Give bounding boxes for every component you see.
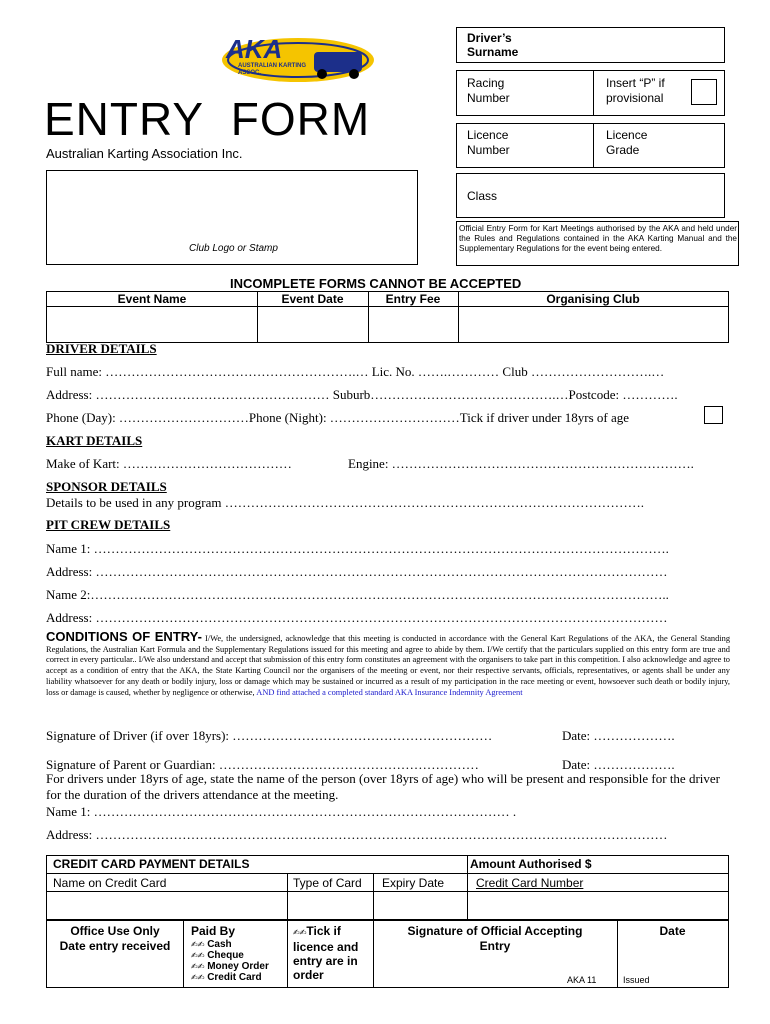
pen-icon: ✍✍ (191, 951, 205, 960)
tick-if-label: Tick if licence and entry are in order (293, 924, 359, 982)
racing-number-box[interactable] (456, 70, 725, 116)
official-signature-label: Signature of Official Accepting Entry (407, 924, 583, 953)
credit-card-table (46, 855, 729, 920)
event-date-header: Event Date (281, 292, 344, 306)
expiry-date-label: Expiry Date (382, 876, 445, 890)
class-label: Class (467, 189, 498, 203)
kart-make-line[interactable]: Make of Kart: ………………………………… (46, 456, 292, 471)
pit-crew-address1-line[interactable]: Address: …………………………………………………………………………………………………………………… (46, 564, 668, 579)
type-of-card-field[interactable] (288, 892, 372, 919)
entry-fee-cell[interactable] (369, 307, 457, 341)
pen-icon: ✍✍ (191, 962, 205, 971)
pay-method-money-order-label: Money Order (207, 961, 269, 972)
conditions-block (46, 629, 731, 698)
licence-number-label: Licence Number (467, 128, 510, 157)
office-use-label: Office Use Only Date entry received (59, 924, 171, 953)
office-use-table (46, 920, 729, 988)
pit-crew-heading: PIT CREW DETAILS (46, 517, 171, 532)
form-code: AKA 11 (567, 975, 597, 985)
event-date-cell[interactable] (258, 307, 367, 341)
event-name-header: Event Name (117, 292, 187, 306)
racing-number-label: Racing Number (467, 76, 510, 105)
pen-icon: ✍✍ (191, 940, 205, 949)
entry-fee-header: Entry Fee (385, 292, 441, 306)
pay-method-cash[interactable] (191, 939, 232, 950)
pit-crew-name1-line[interactable]: Name 1: ……………………………………………………………………………………………………………………. (46, 541, 669, 556)
drivers-surname-label: Driver’s Surname (467, 31, 519, 59)
pay-method-credit-card[interactable] (191, 972, 262, 983)
tick-if-in-order[interactable] (293, 924, 358, 982)
parent-signature-date[interactable]: Date: ………………. (562, 757, 675, 772)
expiry-date-field[interactable] (374, 892, 466, 919)
page-title: ENTRY FORM (44, 93, 371, 145)
under-18-statement: For drivers under 18yrs of age, state the name of the person (over 18yrs of age) who will be present and responsible for the driver for the duration of the drivers attendance at the meeting. (46, 771, 720, 802)
pay-method-cheque-label: Cheque (207, 950, 244, 961)
type-of-card-label: Type of Card (293, 876, 362, 890)
driver-signature-date[interactable]: Date: ………………. (562, 728, 675, 743)
sponsor-details-line[interactable]: Details to be used in any program ……………………………………………………………………………………. (46, 495, 644, 510)
name-on-card-field[interactable] (48, 892, 286, 919)
pit-crew-name2-line[interactable]: Name 2:…………………………………………………………………………………………………………………….. (46, 587, 669, 602)
driver-signature-line[interactable]: Signature of Driver (if over 18yrs): …………………………………………………… (46, 728, 493, 743)
driver-phone-line[interactable]: Phone (Day): …………………………Phone (Night): …………………………Tick if driver under 18yrs of age (46, 410, 630, 425)
issued-label: Issued (623, 975, 650, 985)
pit-crew-address2-line[interactable]: Address: …………………………………………………………………………………………………………………… (46, 610, 668, 625)
pay-method-credit-card-label: Credit Card (207, 972, 262, 983)
name-on-card-label: Name on Credit Card (53, 876, 167, 890)
insert-p-label: Insert “P” if provisional (606, 76, 665, 105)
driver-address-line[interactable]: Address: ……………………………………………… Suburb…………………………………….…Postcode: …………. (46, 387, 678, 402)
insurance-indemnity-link[interactable]: AND find attached a completed standard AKA Insurance Indemnity Agreement (256, 687, 523, 697)
conditions-text: I/We, the undersigned, acknowledge that this meeting is conducted in accordance with the General Kart Regulations of the AKA, the General Standing Regulations, the Australian Kart Formula and the Supplementary Regulations issued for this meeting and agree to abide by them. I/We certify that the particulars supplied on this entry form are true and correct in every particular.. I/We also understand and accept that submission of this entry form constitutes an agreement with the organisers to take part in this competition. I also acknowledge and agree to accept as a condition of entry that the AKA, the State Karting Council nor the organisers of the meeting or event, nor their respective servants, officials, representatives, or agents shall be under any liability whatsoever for any death or bodily injury, loss or damage which may be sustained or incurred as a result of my participation in the race meeting or event, howsoever such death or bodily injury, loss or damage is caused, whether by negligence or otherwise, (46, 634, 731, 697)
credit-card-number-label: Credit Card Number (476, 876, 584, 890)
class-box[interactable] (456, 173, 725, 218)
aka-logo (218, 30, 378, 86)
drivers-surname-box[interactable] (456, 27, 725, 63)
page-subtitle: Australian Karting Association Inc. (46, 146, 243, 161)
provisional-checkbox[interactable] (691, 79, 717, 105)
organising-club-cell[interactable] (459, 307, 727, 341)
credit-card-heading: CREDIT CARD PAYMENT DETAILS (53, 857, 250, 871)
pay-method-cheque[interactable] (191, 950, 244, 961)
pen-icon: ✍✍ (293, 928, 307, 937)
responsible-name-line[interactable]: Name 1: …………………………………………………………………………………… . (46, 804, 517, 819)
amount-authorised-label[interactable]: Amount Authorised $ (470, 857, 592, 871)
paid-by-label: Paid By (191, 924, 236, 938)
parent-signature-line[interactable]: Signature of Parent or Guardian: …………………………………………………… (46, 757, 479, 772)
driver-details-heading: DRIVER DETAILS (46, 341, 157, 356)
pen-icon: ✍✍ (191, 973, 205, 982)
licence-box[interactable] (456, 123, 725, 168)
club-logo-box (46, 170, 418, 265)
club-logo-label: Club Logo or Stamp (189, 243, 278, 254)
driver-fullname-line[interactable]: Full name: ………………………………………………….… Lic. No. …….………… Club ……………………….… (46, 364, 665, 379)
logo-subtext: AUSTRALIAN KARTING ASSOC. (238, 63, 306, 76)
under-18-checkbox[interactable] (704, 406, 723, 424)
date-label: Date (659, 924, 686, 938)
pay-method-cash-label: Cash (207, 939, 232, 950)
credit-card-number-field[interactable] (468, 892, 727, 919)
incomplete-forms-warning: INCOMPLETE FORMS CANNOT BE ACCEPTED (230, 276, 522, 291)
event-name-cell[interactable] (48, 307, 256, 341)
event-table (46, 291, 729, 343)
responsible-address-line[interactable]: Address: …………………………………………………………………………………………………………………… (46, 827, 668, 842)
official-text-box (456, 221, 739, 266)
pay-method-money-order[interactable] (191, 961, 269, 972)
licence-grade-label: Licence Grade (606, 128, 648, 157)
sponsor-details-heading: SPONSOR DETAILS (46, 479, 167, 494)
kart-details-heading: KART DETAILS (46, 433, 143, 448)
official-text: Official Entry Form for Kart Meetings authorised by the AKA and held under the Rules and Regulations contained in the AKA Karting Manual and the Supplementary Regulations for the event being entered. (459, 224, 737, 253)
logo-aka-text: AKA (226, 34, 283, 64)
conditions-heading: CONDITIONS OF ENTRY- (46, 629, 202, 644)
organising-club-header: Organising Club (546, 292, 640, 306)
kart-engine-line[interactable]: Engine: ……………………………………………………………. (348, 456, 694, 471)
